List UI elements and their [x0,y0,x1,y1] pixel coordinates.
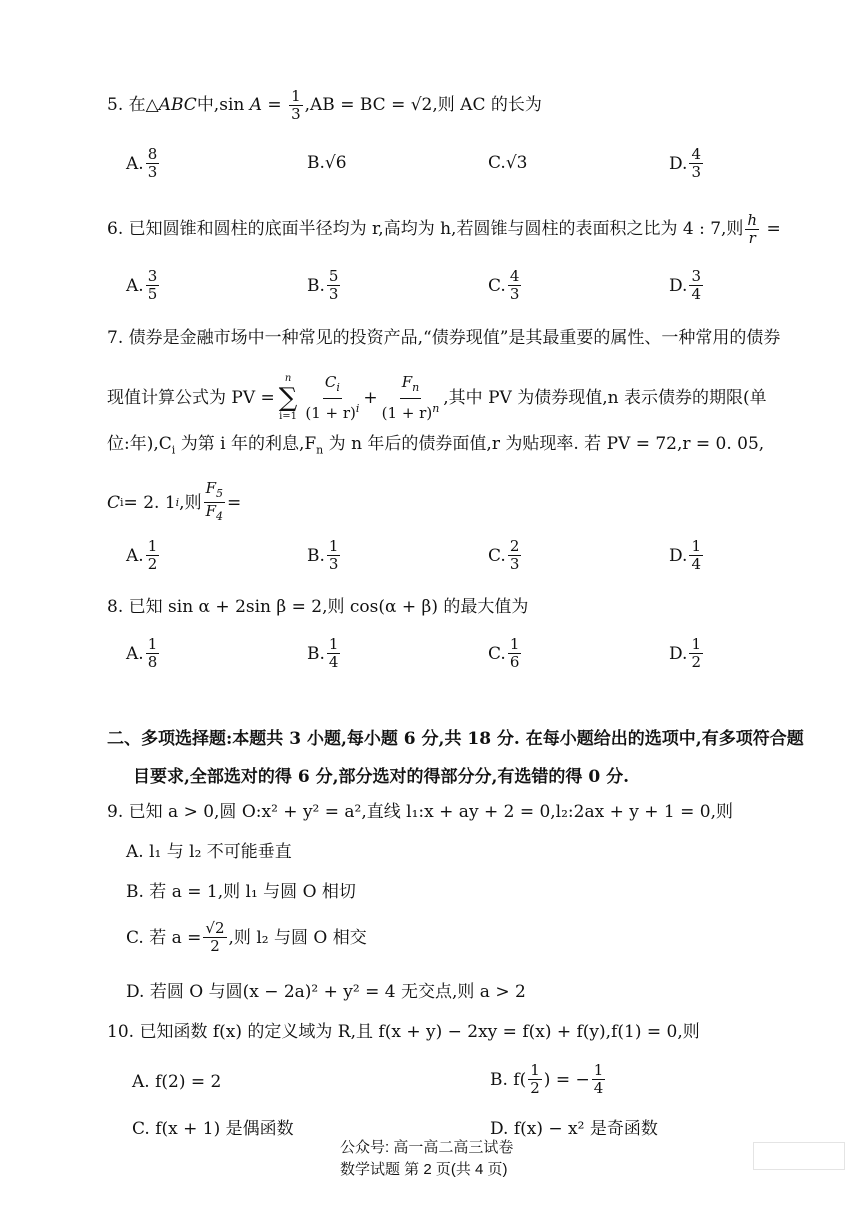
option-fraction [327,268,341,303]
option-label: A. [126,275,144,296]
option-fraction [689,146,703,181]
frac-den-main: F [205,502,216,520]
frac-den: 2 [691,653,701,671]
question-9: 9. 已知 a > 0,圆 O:x² + y² = a²,直线 l₁:x + ay + 2 = 0,l₂:2ax + y + 1 = 0,则 [107,802,733,822]
option-label: D. [669,643,688,664]
q6-text: 6. 已知圆锥和圆柱的底面半径均为 r,高均为 h,若圆锥与圆柱的表面积之比为 4 : 7,则 [107,219,744,239]
q5-text-rest: ,AB = BC = √2,则 AC 的长为 [304,95,542,115]
q7-line-3-sub: i [171,443,176,457]
q7-option-d[interactable] [669,538,705,573]
frac-num-main: C [324,373,337,391]
frac-den: 5 [147,285,158,303]
q7-summation [279,373,298,423]
option-fraction [508,636,522,671]
q5-text-pre: 在△ [128,95,159,115]
q7-fraction-1 [303,372,361,423]
frac-num: 1 [328,537,339,555]
option-text: √3 [505,153,528,173]
frac-den: 3 [328,555,339,573]
q7-ci-sup: i [175,495,180,509]
q10-option-d[interactable]: D. f(x) − x² 是奇函数 [490,1119,658,1139]
q10-option-a[interactable]: A. f(2) = 2 [132,1072,222,1092]
q5-option-b[interactable] [307,153,347,173]
option-label: D. [669,153,688,174]
option-fraction [146,268,160,303]
frac-num: 3 [147,267,158,285]
q7-line-4 [107,480,241,525]
q5-option-a[interactable] [126,146,161,181]
option-label: B. [307,643,325,664]
q7-line-1: 7. 债券是金融市场中一种常见的投资产品,“债券现值”是其最重要的属性、一种常用的债券 [107,328,781,348]
frac-den: 3 [147,163,158,181]
q7-line-3 [107,432,764,462]
q6-option-a[interactable] [126,268,161,303]
q7-line-2-post: ,其中 PV 为债券现值,n 表示债券的期限(单 [443,387,767,408]
frac-num [400,372,422,399]
option-label: B. [307,153,325,173]
q7-line-3-c: 为 n 年后的债券面值,r 为贴现率. 若 PV = 72,r = 0. 05, [323,434,765,454]
q5-angle: A [249,95,263,115]
q6-fraction [745,212,759,247]
frac-den-sup: i [355,402,360,415]
option-label: C. [488,153,506,173]
q7-ci-sub: i [120,495,124,509]
footer-page-number: 数学试题 第 2 页(共 4 页) [340,1161,508,1178]
frac-den: 3 [509,285,520,303]
q7-ci-value: = 2. 1 [123,492,176,513]
option-label: A. [126,643,144,664]
frac-num: 8 [147,145,158,163]
frac-den-main: (1 + r) [381,404,433,422]
q6-tail: = [761,219,781,239]
frac-num-main: F [205,479,216,497]
q10-b-pre: B. f( [490,1069,527,1090]
frac-num [204,480,225,503]
frac-den-main: (1 + r) [305,404,356,422]
frac-den: 6 [509,653,520,671]
q6-option-c[interactable] [488,268,523,303]
option-fraction [508,538,522,573]
frac-num: 1 [691,537,701,555]
section-2-heading: 二、多项选择题:本题共 3 小题,每小题 6 分,共 18 分. 在每小题给出的选项中,有多项符合题 [107,729,804,749]
option-label: A. [126,545,144,566]
q10-option-c[interactable]: C. f(x + 1) 是偶函数 [132,1119,294,1139]
question-5 [107,88,542,123]
q10-option-b[interactable] [490,1062,607,1097]
frac-den: 4 [691,285,701,303]
q5-eq: = [262,95,288,115]
frac-den: 3 [509,555,520,573]
frac-den: 4 [593,1079,604,1097]
q9-option-b[interactable]: B. 若 a = 1,则 l₁ 与圆 O 相切 [126,882,356,902]
q7-plus: + [363,387,378,408]
q6-option-d[interactable] [669,268,705,303]
frac-den: 2 [147,555,158,573]
frac-num: 1 [509,635,520,653]
option-fraction [327,538,341,573]
frac-den: 4 [691,555,701,573]
option-fraction [689,268,703,303]
q5-triangle: ABC [158,95,197,115]
footer-wechat: 公众号: 高一高二高三试卷 [340,1139,514,1156]
q7-f-ratio [204,480,225,525]
q8-option-d[interactable] [669,636,705,671]
q7-line-3-sub2: n [316,443,324,457]
q6-option-b[interactable] [307,268,342,303]
q5-option-d[interactable] [669,146,705,181]
option-label: D. [669,545,688,566]
q5-number: 5. [107,95,124,115]
section-2-instructions: 目要求,全部选对的得 6 分,部分选对的得部分分,有选错的得 0 分. [133,767,630,787]
option-label: B. [307,545,325,566]
q7-fraction-2 [380,372,442,423]
option-label: C. [488,545,506,566]
frac-den [204,503,225,525]
sum-lower: i=1 [279,410,298,422]
frac-num: 4 [691,145,701,163]
q7-option-b[interactable] [307,538,342,573]
q7-pv-label: 现值计算公式为 PV = [107,387,275,408]
frac-den: 3 [691,163,701,181]
frac-den: 2 [530,1079,540,1097]
frac-den-sub: 4 [216,510,223,523]
sum-symbol: ∑ [278,382,298,413]
q8-option-b[interactable] [307,636,342,671]
frac-num: √2 [205,919,225,937]
q5-sin-num: 1 [291,87,301,105]
option-text: √6 [324,153,347,173]
frac-num: 1 [691,635,701,653]
frac-den [380,399,442,423]
frac-den-sup: n [432,402,440,415]
frac-den: 4 [328,653,339,671]
q7-option-a[interactable] [126,538,161,573]
question-6 [107,212,781,247]
q9-option-d[interactable]: D. 若圆 O 与圆(x − 2a)² + y² = 4 无交点,则 a > 2 [126,982,526,1002]
option-label: B. [307,275,325,296]
sum-upper: n [284,372,292,384]
frac-num-main: F [401,373,413,391]
q9-c-post: ,则 l₂ 与圆 O 相交 [228,927,367,948]
option-label: A. [126,153,144,174]
frac-num-sub: i [336,381,340,394]
q9-c-pre: C. 若 a = [126,927,202,948]
frac-den: r [748,229,756,247]
q7-line-3-b: 为第 i 年的利息,F [175,434,317,454]
q7-eq: = [227,492,242,513]
frac-den [303,399,361,423]
question-10: 10. 已知函数 f(x) 的定义域为 R,且 f(x + y) − 2xy = f(x) + f(y),f(1) = 0,则 [107,1022,700,1042]
q5-sin-den: 3 [291,105,301,123]
frac-num: 1 [147,635,158,653]
q5-sin-fraction [289,88,303,123]
option-fraction [146,636,160,671]
q8-option-c[interactable] [488,636,523,671]
q7-line-2 [107,372,767,423]
frac-num-sub: n [412,381,420,394]
option-fraction [689,636,703,671]
option-fraction [689,538,703,573]
watermark-stamp [753,1142,845,1170]
option-fraction [146,538,160,573]
q5-text-mid: 中,sin [196,95,250,115]
q10-b-frac-1 [528,1062,542,1097]
frac-num: 1 [593,1061,604,1079]
frac-num: 2 [509,537,520,555]
option-label: C. [488,275,506,296]
option-fraction [508,268,522,303]
q9-option-c[interactable] [126,920,367,955]
option-label: D. [669,275,688,296]
frac-den: 8 [147,653,158,671]
frac-num: h [747,211,758,229]
q7-ci: C [107,492,121,513]
frac-num: 1 [147,537,158,555]
q10-b-mid: ) = − [543,1069,590,1090]
q7-option-c[interactable] [488,538,523,573]
frac-num: 5 [328,267,339,285]
frac-num: 3 [691,267,701,285]
frac-den: 3 [328,285,339,303]
q9-option-a[interactable]: A. l₁ 与 l₂ 不可能垂直 [126,842,292,862]
frac-num: 1 [328,635,339,653]
frac-num: 4 [509,267,520,285]
option-fraction [146,146,160,181]
q7-then: ,则 [179,492,202,513]
option-fraction [327,636,341,671]
q8-option-a[interactable] [126,636,161,671]
frac-num-sub: 5 [216,487,223,500]
q7-line-3-a: 位:年),C [107,434,172,454]
option-label: C. [488,643,506,664]
frac-num: 1 [530,1061,540,1079]
q10-b-frac-2 [592,1062,606,1097]
frac-den: 2 [210,937,220,955]
question-8: 8. 已知 sin α + 2sin β = 2,则 cos(α + β) 的最大值为 [107,597,529,617]
q5-option-c[interactable] [488,153,527,173]
frac-num [323,372,342,399]
q9-c-fraction [203,920,226,955]
